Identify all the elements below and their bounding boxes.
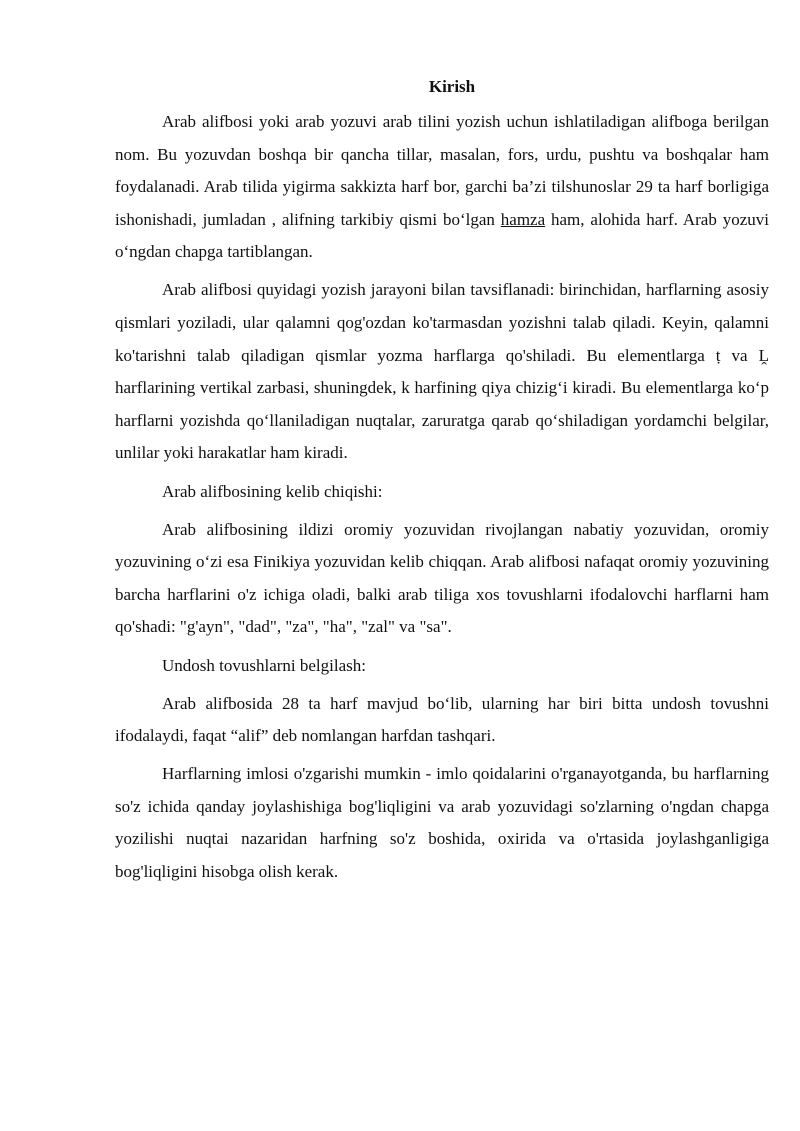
section-heading-consonants: Undosh tovushlarni belgilash: <box>162 655 366 675</box>
document-title: Kirish <box>428 77 476 96</box>
section-heading-origin: Arab alifbosining kelib chiqishi: <box>162 481 383 501</box>
paragraph-spelling: Harflarning imlosi o'zgarishi mumkin - imlo qoidalarini o'rganayotganda, bu harflarning so'z ichida qanday joylashishiga bog'liqligini va arab yozuvidagi so'zlarning o'ngdan chapga yozilishi nuqtai nazaridan harfning so'z boshida, oxirida va o'rtasida joylashganligiga bog'liqligini hisobga olish kerak. <box>115 764 769 882</box>
paragraph-intro-text: Arab alifbosi yoki arab yozuvi arab tilini yozish uchun ishlatiladigan alifboga berilgan nom. Bu yozuvdan boshqa bir qancha tillar, masalan, fors, urdu, pushtu va boshqalar ham foydalanadi. Arab tilida yigirma sakkizta harf bor, garchi ba’zi tilshunoslar 29 ta harf borligiga ishonishadi, jumladan , alifning tarkibiy qismi bo‘lgan <box>115 112 769 229</box>
document-page <box>115 74 769 894</box>
paragraph-intro-text-end: ham, alohida harf. Arab yozuvi o‘ngdan chapga tartiblangan. <box>115 209 769 262</box>
hamza-link[interactable]: hamza <box>500 209 546 229</box>
paragraph-consonants: Arab alifbosida 28 ta harf mavjud bo‘lib, ularning har biri bitta undosh tovushni ifodalaydi, faqat “alif” deb nomlangan harfdan tashqari. <box>115 693 769 746</box>
paragraph-intro <box>115 106 769 269</box>
paragraph-origin: Arab alifbosining ildizi oromiy yozuvidan rivojlangan nabatiy yozuvidan, oromiy yozuvining o‘zi esa Finikiya yozuvidan kelib chiqqan. Arab alifbosi nafaqat oromiy yozuvining barcha harflarini o'z ichiga oladi, balki arab tiliga xos tovushlarni ifodalovchi harflarni ham qo'shadi: "g'ayn", "dad", "za", "ha", "zal" va "sa". <box>115 519 769 637</box>
paragraph-writing-process: Arab alifbosi quyidagi yozish jarayoni bilan tavsiflanadi: birinchidan, harflarning asosiy qismlari yoziladi, ular qalamni qog'ozdan ko'tarmasdan yozishni talab qiladi. Keyin, qalamni ko'tarishni talab qiladigan qismlar yozma harflarga qo'shiladi. Bu elementlarga ṭ va Ḽ harflarining vertikal zarbasi, shuningdek, k harfining qiya chizig‘i kiradi. Bu elementlarga ko‘p harflarni yozishda qo‘llaniladigan nuqtalar, zaruratga qarab qo‘shiladigan yordamchi belgilar, unlilar yoki harakatlar ham kiradi. <box>115 280 769 463</box>
